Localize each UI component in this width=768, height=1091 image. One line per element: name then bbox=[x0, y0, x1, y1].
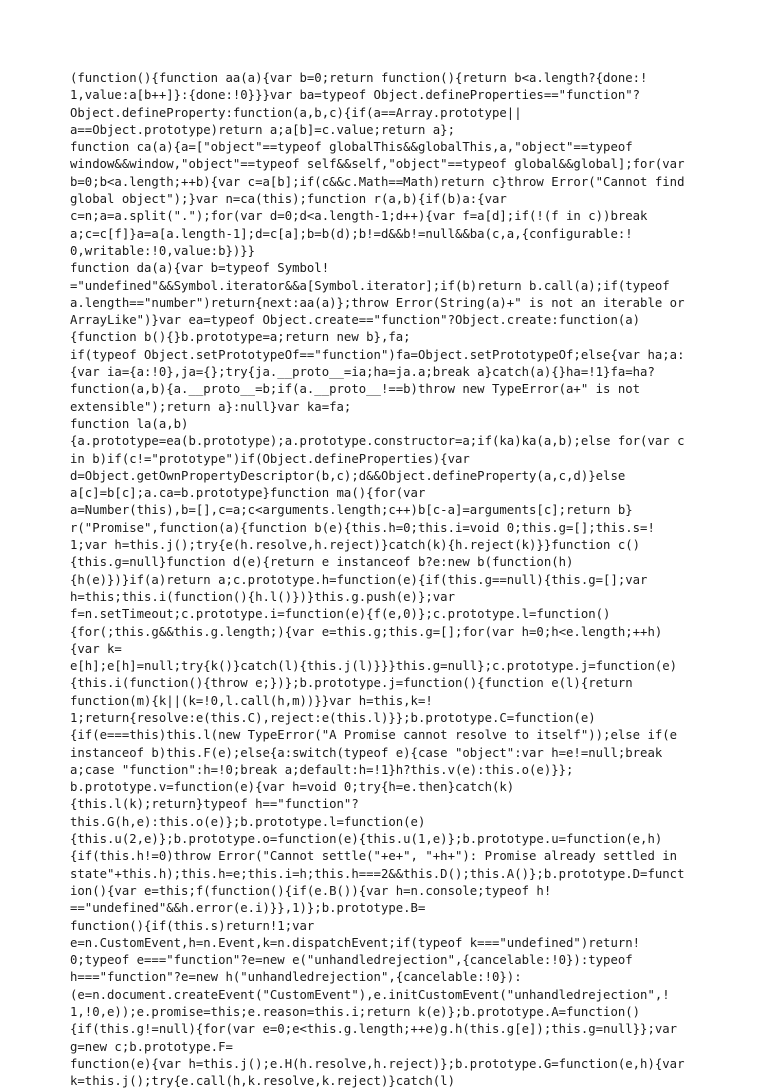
code-line: 0;typeof e==="function"?e=new e("unhandledrejection",{cancelable:!0}):typeof bbox=[70, 953, 633, 968]
code-line: this.G(h,e):this.o(e)};b.prototype.l=function(e) bbox=[70, 814, 426, 829]
code-line: f=n.setTimeout;c.prototype.i=function(e){f(e,0)};c.prototype.l=function() bbox=[70, 607, 611, 622]
code-line: a=Number(this),b=[],c=a;c<arguments.length;c++)b[c-a]=arguments[c];return b} bbox=[70, 503, 633, 518]
code-line: {if(e===this)this.l(new TypeError("A Promise cannot resolve to itself"));else if(e bbox=[70, 728, 678, 743]
code-line: =="undefined"&&h.error(e.i)}},1)};b.prototype.B= bbox=[70, 901, 426, 916]
code-line: a;c=c[f]}a=a[a.length-1];d=c[a];b=b(d);b!=d&&b!=null&&ba(c,a,{configurable:! bbox=[70, 226, 633, 241]
code-line: a[c]=b[c];a.ca=b.prototype}function ma(){for(var bbox=[70, 486, 426, 501]
code-line: r("Promise",function(a){function b(e){this.h=0;this.i=void 0;this.g=[];this.s=! bbox=[70, 520, 655, 535]
code-line: state"+this.h);this.h=e;this.i=h;this.h===2&&this.D();this.A()};b.prototype.D=funct bbox=[70, 866, 685, 881]
code-line: {this.l(k);return}typeof h=="function"? bbox=[70, 797, 359, 812]
code-line: a==Object.prototype)return a;a[b]=c.value;return a}; bbox=[70, 122, 455, 137]
code-line: 1,value:a[b++]}:{done:!0}}}var ba=typeof Object.defineProperties=="function"? bbox=[70, 88, 641, 103]
code-line: 1,!0,e));e.promise=this;e.reason=this.i;return k(e)};b.prototype.A=function() bbox=[70, 1005, 641, 1020]
code-line: 1;var h=this.j();try{e(h.resolve,h.reject)}catch(k){h.reject(k)}}function c() bbox=[70, 538, 641, 553]
code-line: {this.g=null}function d(e){return e instanceof b?e:new b(function(h) bbox=[70, 555, 574, 570]
code-line: e[h];e[h]=null;try{k()}catch(l){this.j(l)}}}this.g=null};c.prototype.j=function(e) bbox=[70, 659, 678, 674]
code-line: {h(e)})}if(a)return a;c.prototype.h=function(e){if(this.g==null){this.g=[];var bbox=[70, 572, 648, 587]
code-line: extensible");return a}:null}var ka=fa; bbox=[70, 399, 352, 414]
code-line: k=this.j();try{e.call(h,k.resolve,k.reject)}catch(l) bbox=[70, 1074, 455, 1089]
code-line: ArrayLike")}var ea=typeof Object.create=="function"?Object.create:function(a) bbox=[70, 313, 641, 328]
code-line: function la(a,b) bbox=[70, 416, 189, 431]
code-line: (e=n.document.createEvent("CustomEvent"),e.initCustomEvent("unhandledrejection",! bbox=[70, 987, 670, 1002]
code-line: ="undefined"&&Symbol.iterator&&a[Symbol.iterator];if(b)return b.call(a);if(typeof bbox=[70, 278, 670, 293]
code-line: function(a,b){a.__proto__=b;if(a.__proto__!==b)throw new TypeError(a+" is not bbox=[70, 382, 641, 397]
code-line: {function b(){}b.prototype=a;return new b},fa; bbox=[70, 330, 411, 345]
code-line: h==="function"?e=new h("unhandledrejection",{cancelable:!0}): bbox=[70, 970, 522, 985]
source-code-view bbox=[70, 70, 698, 1091]
code-line: Object.defineProperty:function(a,b,c){if(a==Array.prototype|| bbox=[70, 105, 522, 120]
code-line: {this.u(2,e)};b.prototype.o=function(e){this.u(1,e)};b.prototype.u=function(e,h) bbox=[70, 832, 663, 847]
code-line: {var k= bbox=[70, 641, 122, 656]
code-line: 1;return{resolve:e(this.C),reject:e(this.l)}};b.prototype.C=function(e) bbox=[70, 710, 596, 725]
code-line: function ca(a){a=["object"==typeof globalThis&&globalThis,a,"object"==typeof bbox=[70, 140, 633, 155]
code-line: b=0;b<a.length;++b){var c=a[b];if(c&&c.Math==Math)return c}throw Error("Cannot find bbox=[70, 174, 685, 189]
code-line: window&&window,"object"==typeof self&&self,"object"==typeof global&&global];for(var bbox=[70, 157, 685, 172]
code-line: {if(this.g!=null){for(var e=0;e<this.g.length;++e)g.h(this.g[e]);this.g=null}};var bbox=[70, 1022, 678, 1037]
code-line: 0,writable:!0,value:b})}} bbox=[70, 243, 256, 258]
code-line: a.length=="number")return{next:aa(a)};throw Error(String(a)+" is not an iterable or bbox=[70, 295, 685, 310]
code-line: instanceof b)this.F(e);else{a:switch(typeof e){case "object":var h=e!=null;break bbox=[70, 745, 663, 760]
code-line: {if(this.h!=0)throw Error("Cannot settle("+e+", "+h+"): Promise already settled in bbox=[70, 849, 678, 864]
code-line: {a.prototype=ea(b.prototype);a.prototype.constructor=a;if(ka)ka(a,b);else for(var c bbox=[70, 434, 685, 449]
code-line: b.prototype.v=function(e){var h=void 0;try{h=e.then}catch(k) bbox=[70, 780, 515, 795]
code-line: {this.i(function(){throw e;})};b.prototype.j=function(){function e(l){return bbox=[70, 676, 633, 691]
code-line: function da(a){var b=typeof Symbol! bbox=[70, 261, 330, 276]
code-line: g=new c;b.prototype.F= bbox=[70, 1039, 233, 1054]
code-line: a;case "function":h=!0;break a;default:h=!1}h?this.v(e):this.o(e)}}; bbox=[70, 762, 574, 777]
code-line: if(typeof Object.setPrototypeOf=="function")fa=Object.setPrototypeOf;else{var ha;a: bbox=[70, 347, 685, 362]
code-line: global object");}var n=ca(this);function r(a,b){if(b)a:{var bbox=[70, 192, 507, 207]
code-line: {var ia={a:!0},ja={};try{ja.__proto__=ia;ha=ja.a;break a}catch(a){}ha=!1}fa=ha? bbox=[70, 365, 655, 380]
code-line: function(){if(this.s)return!1;var bbox=[70, 918, 315, 933]
code-line: ion(){var e=this;f(function(){if(e.B()){var h=n.console;typeof h! bbox=[70, 883, 552, 898]
code-line: e=n.CustomEvent,h=n.Event,k=n.dispatchEvent;if(typeof k==="undefined")return! bbox=[70, 935, 641, 950]
code-line: c=n;a=a.split(".");for(var d=0;d<a.length-1;d++){var f=a[d];if(!(f in c))break bbox=[70, 209, 648, 224]
code-line: (function(){function aa(a){var b=0;return function(){return b<a.length?{done:! bbox=[70, 71, 648, 85]
code-line: function(e){var h=this.j();e.H(h.resolve,h.reject)};b.prototype.G=function(e,h){var bbox=[70, 1056, 685, 1071]
code-line: {for(;this.g&&this.g.length;){var e=this.g;this.g=[];for(var h=0;h<e.length;++h) bbox=[70, 624, 663, 639]
code-line: d=Object.getOwnPropertyDescriptor(b,c);d&&Object.defineProperty(a,c,d)}else bbox=[70, 468, 626, 483]
code-line: h=this;this.i(function(){h.l()})}this.g.push(e)};var bbox=[70, 589, 455, 604]
code-line: in b)if(c!="prototype")if(Object.defineProperties){var bbox=[70, 451, 470, 466]
code-line: function(m){k||(k=!0,l.call(h,m))}}var h=this,k=! bbox=[70, 693, 433, 708]
